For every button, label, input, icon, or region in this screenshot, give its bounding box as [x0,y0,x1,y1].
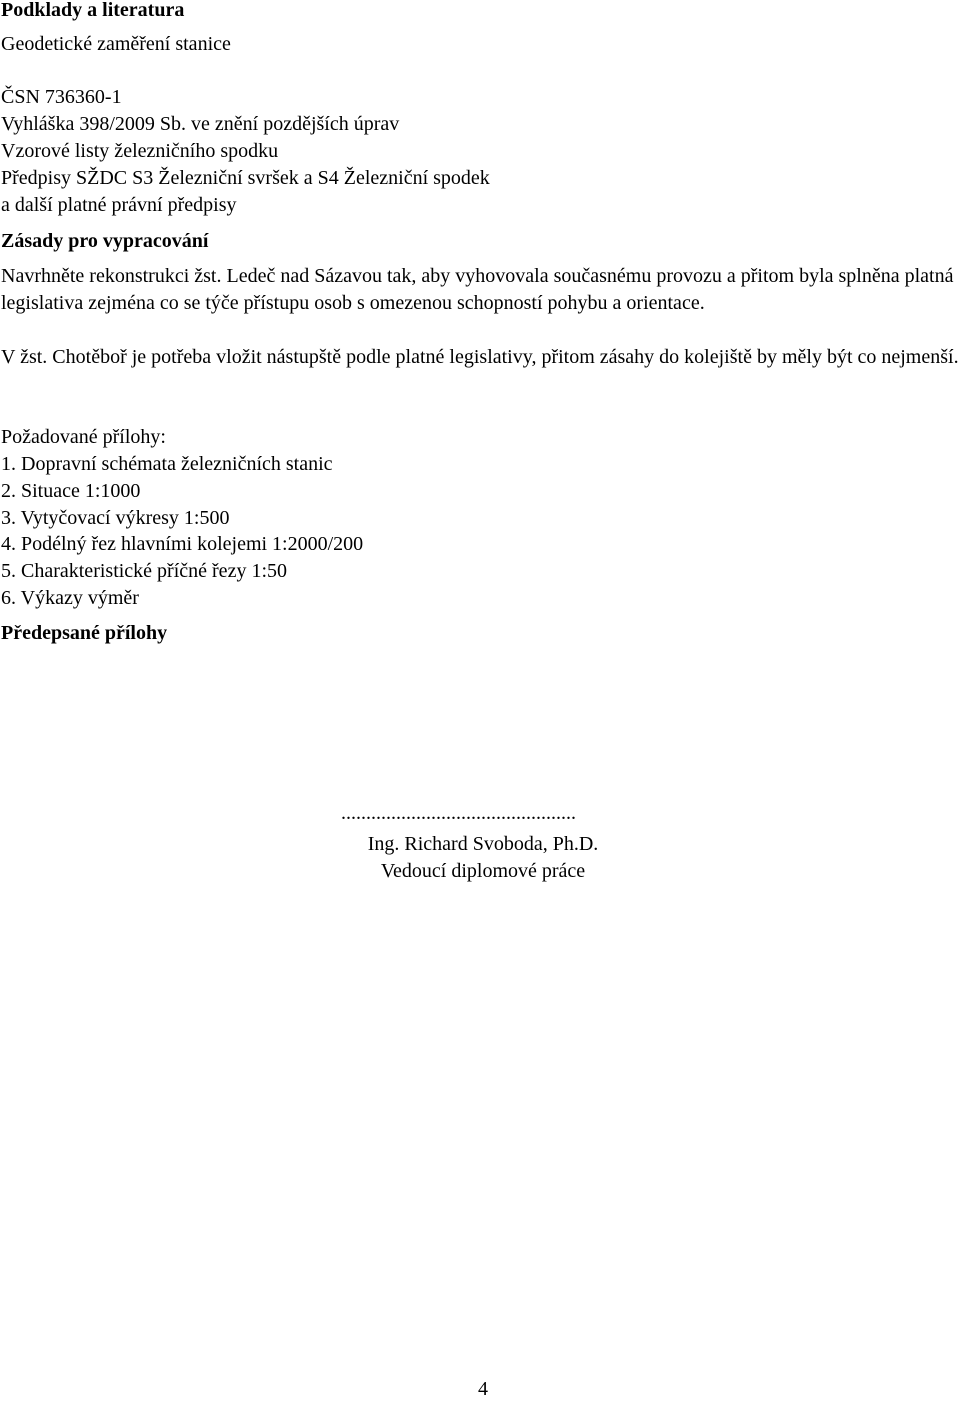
literature-item: ČSN 736360-1 [1,86,122,108]
literature-item: Geodetické zaměření stanice [1,33,231,55]
literature-item: Předpisy SŽDC S3 Železniční svršek a S4 Železniční spodek [1,167,490,189]
heading-required-attachments: Požadované přílohy: [1,426,166,448]
heading-literature: Podklady a literatura [1,0,185,21]
signature-name: Ing. Richard Svoboda, Ph.D. [367,833,599,855]
attachment-item: 2. Situace 1:1000 [1,480,141,502]
attachment-item: 5. Charakteristické příčné řezy 1:50 [1,560,287,582]
attachment-item: 3. Vytyčovací výkresy 1:500 [1,507,230,529]
attachment-item: 4. Podélný řez hlavními kolejemi 1:2000/200 [1,533,364,555]
principles-paragraph: V žst. Chotěboř je potřeba vložit nástupště podle platné legislativy, přitom zásahy do kolejiště by měly být co nejmenší. [1,346,959,368]
principles-paragraph: Navrhněte rekonstrukci žst. Ledeč nad Sázavou tak, aby vyhovovala současnému provozu a přitom byla splněna platná legislativa zejména co se týče přístupu osob s omezenou schopností pohybu a orientace. [1,265,954,314]
attachment-item: 6. Výkazy výměr [1,587,139,609]
heading-principles: Zásady pro vypracování [1,230,209,252]
literature-item: Vzorové listy železničního spodku [1,140,279,162]
signature-dots: ............................................... [341,802,576,824]
signature-role: Vedoucí diplomové práce [380,860,586,882]
heading-prescribed-attachments: Předepsané přílohy [1,622,168,644]
literature-item: a další platné právní předpisy [1,194,237,216]
page-number: 4 [478,1378,488,1400]
literature-item: Vyhláška 398/2009 Sb. ve znění pozdějších úprav [1,113,400,135]
attachment-item: 1. Dopravní schémata železničních stanic [1,453,333,475]
